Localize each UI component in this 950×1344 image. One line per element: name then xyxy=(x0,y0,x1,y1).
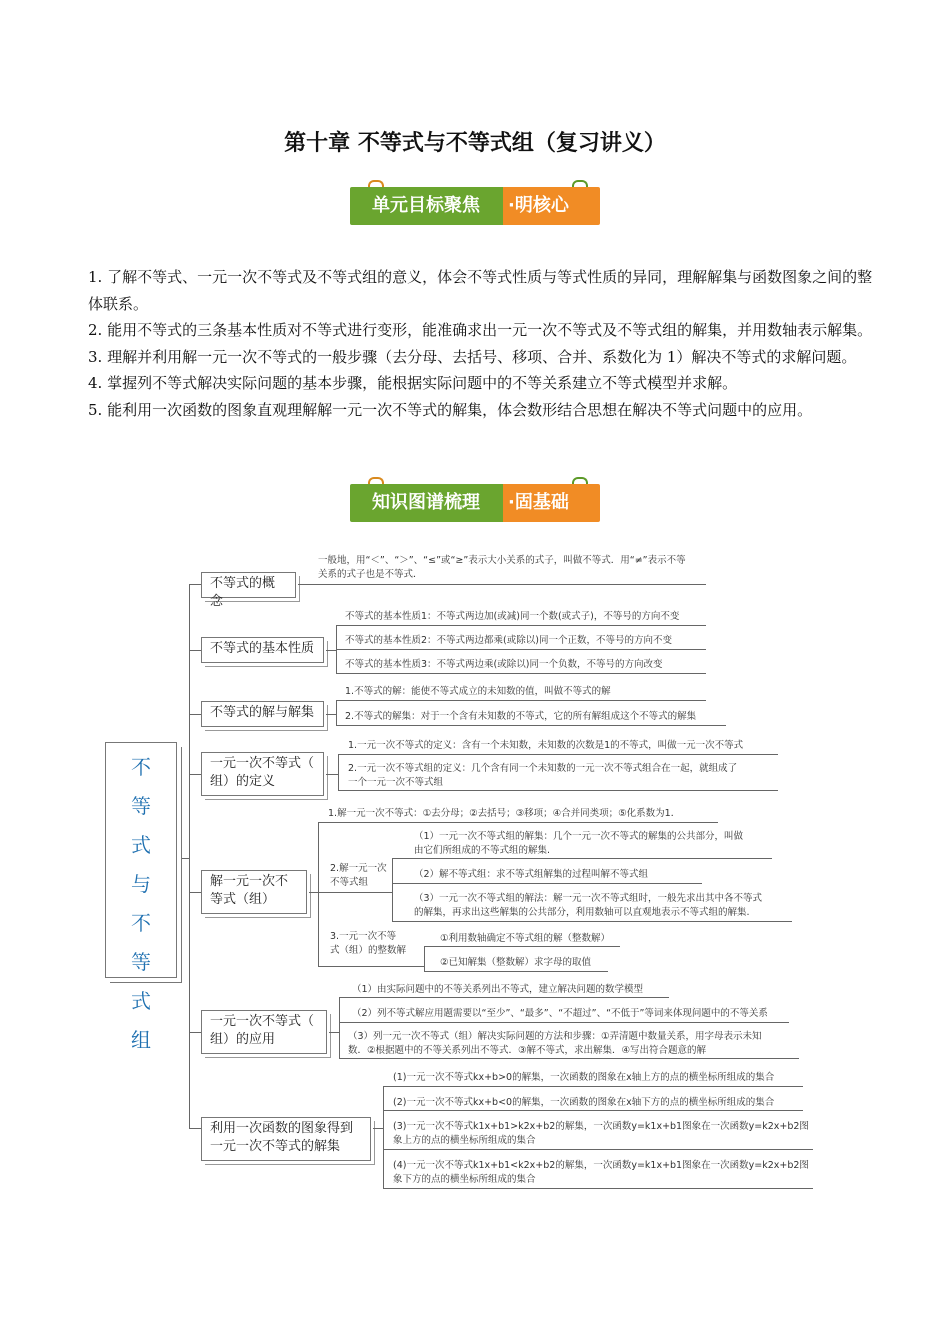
goal-item: 4. 掌握列不等式解决实际问题的基本步骤，能根据实际问题中的不等关系建立不等式模型并求解。 xyxy=(88,374,738,392)
leaf-text: （1）一元一次不等式组的解集：几个一元一次不等式的解集的公共部分，叫做 xyxy=(414,831,744,842)
node-solution-set: 不等式的解与解集 xyxy=(201,701,324,727)
leaf-text: ①利用数轴确定不等式组的解（整数解） xyxy=(440,933,611,944)
node-basic-properties: 不等式的基本性质 xyxy=(201,637,324,663)
root-char: 不 xyxy=(131,911,151,935)
leaf-text: 3.一元一次不等 xyxy=(330,931,397,942)
leaf-text: 2.不等式的解集：对于一个含有未知数的不等式，它的所有解组成这个不等式的解集 xyxy=(345,711,697,722)
leaf-text: 由它们所组成的不等式组的解集. xyxy=(414,845,551,856)
leaf-text: ②已知解集（整数解）求字母的取值 xyxy=(440,957,592,968)
leaf-text: 2.一元一次不等式组的定义：几个含有同一个未知数的一元一次不等式组合在一起，就组成了 xyxy=(348,763,738,774)
leaf-text: 一个一元一次不等式组 xyxy=(348,777,444,788)
leaf-text: 1.解一元一次不等式：①去分母；②去括号；③移项；④合并同类项；⑤化系数为1． xyxy=(328,808,681,819)
goal-item: 3. 理解并利用解一元一次不等式的一般步骤（去分母、去括号、移项、合并、系数化为 1）解决不等式的求解问题。 xyxy=(88,347,857,366)
leaf-text: （3）一元一次不等式组的解法：解一元一次不等式组时，一般先求出其中各不等式 xyxy=(414,893,763,904)
node-line: 一元一次不等式（ xyxy=(210,756,315,771)
goal-item: 1. 了解不等式、一元一次不等式及不等式组的意义，体会不等式性质与等式性质的异同，理解解集与函数图象之间的整体联系。 xyxy=(88,268,873,313)
node-line: 组）的定义 xyxy=(210,774,276,789)
leaf-text: 1.一元一次不等式的定义：含有一个未知数，未知数的次数是1的不等式，叫做一元一次不等式 xyxy=(348,740,744,751)
goal-item: 5. 能利用一次函数的图象直观理解解一元一次不等式的解集，体会数形结合思想在解决不等式问题中的应用。 xyxy=(88,400,813,419)
leaf-text: 不等式的基本性质3：不等式两边乘(或除以)同一个负数，不等号的方向改变 xyxy=(345,659,663,670)
leaf-text: 关系的式子也是不等式． xyxy=(318,569,423,580)
root-char: 不 xyxy=(131,755,151,779)
leaf-text: (1)一元一次不等式kx+b>0的解集，一次函数的图象在x轴上方的点的横坐标所组成的集合 xyxy=(393,1072,775,1083)
leaf-text: 不等式的基本性质2：不等式两边都乘(或除以)同一个正数，不等号的方向不变 xyxy=(345,635,672,646)
leaf-text: (3)一元一次不等式k1x+b1>k2x+b2的解集，一次函数y=k1x+b1图象在一次函数y=k2x+b2图 xyxy=(393,1121,809,1132)
root-char: 等 xyxy=(131,950,151,974)
leaf-text: 不等式组 xyxy=(330,877,369,888)
leaf-text: 一般地，用“＜”、“＞”、“≤”或“≥”表示大小关系的式子，叫做不等式．用“≠”表示不等 xyxy=(318,555,686,566)
node-linear-function xyxy=(201,1117,371,1161)
node-application xyxy=(201,1010,327,1054)
leaf-text: 1.不等式的解：能使不等式成立的未知数的值，叫做不等式的解 xyxy=(345,686,611,697)
node-solve xyxy=(201,870,307,914)
leaf-text: 的解集，再求出这些解集的公共部分，利用数轴可以直观地表示不等式组的解集. xyxy=(414,907,750,918)
root-node xyxy=(105,742,177,1052)
banner-left-text: 单元目标聚焦 xyxy=(372,195,480,216)
node-line: 等式（组） xyxy=(210,892,276,907)
node-line: 一元一次不等式的解集 xyxy=(210,1139,341,1154)
node-inequality-concept: 不等式的概念 xyxy=(201,572,296,598)
root-char: 等 xyxy=(131,794,151,818)
leaf-text: 2.解一元一次 xyxy=(330,863,387,874)
leaf-text: 不等式的基本性质1：不等式两边加(或减)同一个数(或式子)，不等号的方向不变 xyxy=(345,611,680,622)
root-char: 式 xyxy=(131,833,151,857)
leaf-text: （1）由实际问题中的不等关系列出不等式，建立解决问题的数学模型 xyxy=(352,984,644,995)
node-line: 一元一次不等式（ xyxy=(210,1014,315,1029)
leaf-text: (4)一元一次不等式k1x+b1<k2x+b2的解集，一次函数y=k1x+b1图象在一次函数y=k2x+b2图 xyxy=(393,1160,809,1171)
leaf-text: （2）列不等式解应用题需要以“至少”、“最多”、“不超过”、“不低于”等词来体现问题中的不等关系 xyxy=(352,1008,768,1019)
leaf-text: 象上方的点的横坐标所组成的集合 xyxy=(393,1135,536,1146)
root-char: 组 xyxy=(131,1028,151,1052)
page-title: 第十章 不等式与不等式组（复习讲义） xyxy=(284,131,666,156)
leaf-text: (2)一元一次不等式kx+b<0的解集，一次函数的图象在x轴下方的点的横坐标所组成的集合 xyxy=(393,1097,775,1108)
node-line: 利用一次函数的图象得到 xyxy=(210,1121,354,1136)
node-line: 组）的应用 xyxy=(210,1032,276,1047)
leaf-text: （2）解不等式组：求不等式组解集的过程叫解不等式组 xyxy=(414,869,649,880)
banner-right-text: ·明核心 xyxy=(508,195,569,216)
leaf-text: 数．②根据题中的不等关系列出不等式．③解不等式，求出解集．④写出符合题意的解 xyxy=(348,1045,707,1056)
leaf-text: 象下方的点的横坐标所组成的集合 xyxy=(393,1174,536,1185)
root-char: 与 xyxy=(131,872,151,896)
leaf-text: （3）列一元一次不等式（组）解决实际问题的方法和步骤：①弄清题中数量关系，用字母表示未知 xyxy=(348,1031,762,1042)
node-line: 解一元一次不 xyxy=(210,874,289,889)
goal-item: 2. 能用不等式的三条基本性质对不等式进行变形，能准确求出一元一次不等式及不等式组的解集，并用数轴表示解集。 xyxy=(88,321,873,339)
root-char: 式 xyxy=(131,989,151,1013)
banner-right-text: ·固基础 xyxy=(508,492,569,513)
banner-left-text: 知识图谱梳理 xyxy=(372,492,480,513)
node-definition xyxy=(201,752,324,796)
leaf-text: 式（组）的整数解 xyxy=(330,945,407,956)
